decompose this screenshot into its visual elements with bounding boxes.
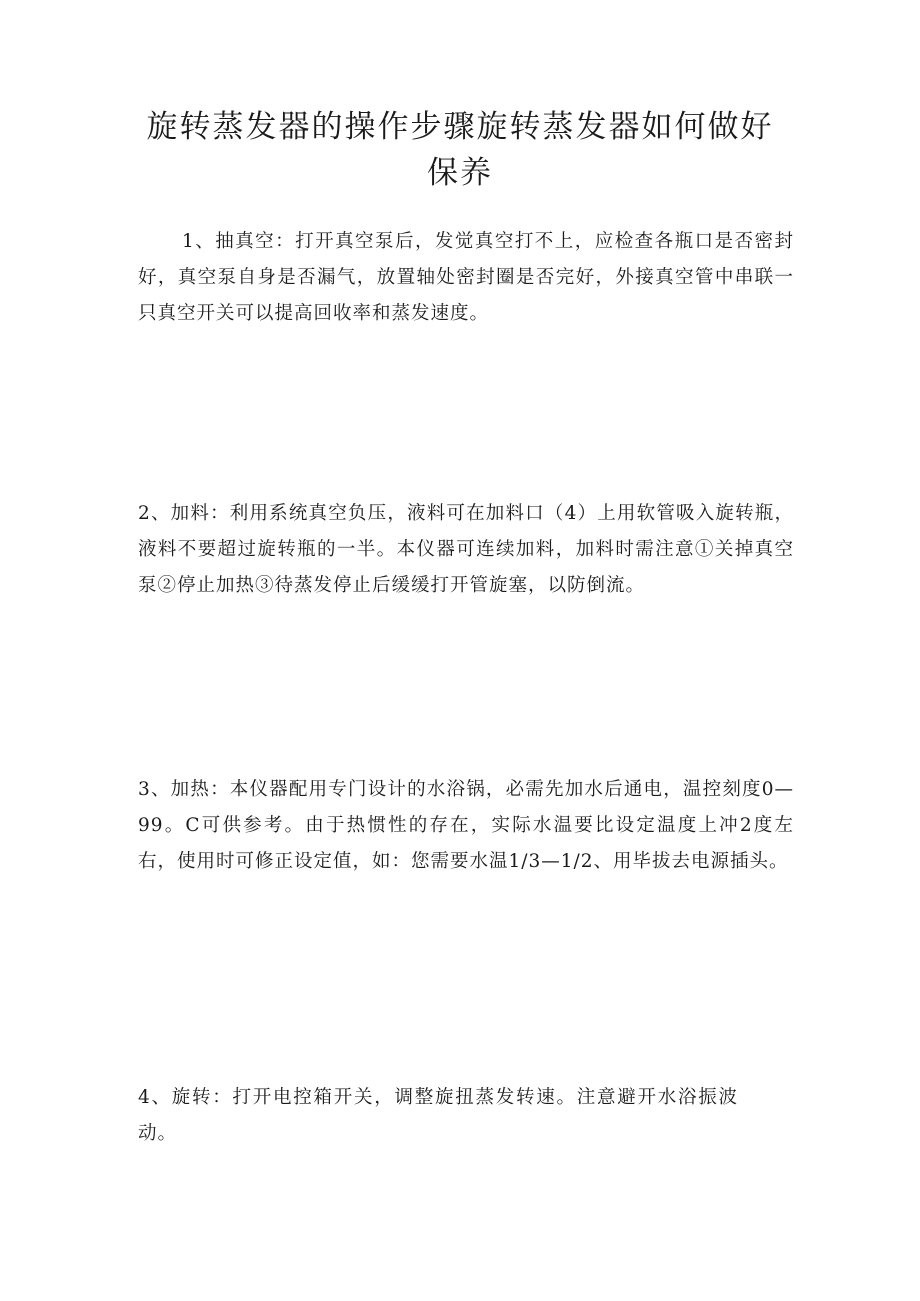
document-title: 旋转蒸发器的操作步骤旋转蒸发器如何做好保养 xyxy=(146,109,774,191)
paragraph-rotation: 4、旋转：打开电控箱开关，调整旋扭蒸发转速。注意避开水浴振波动。 xyxy=(138,1087,738,1144)
paragraph-heating: 3、加热：本仪器配用专门设计的水浴锅，必需先加水后通电，温控刻度0—99。C可供参考。由于热惯性的存在，实际水温要比设定温度上冲2度左右，使用时可修正设定值，如：您需要水温1/3—1/2、用毕拔去电源插头。 xyxy=(138,779,794,872)
paragraph-vacuum: 1、抽真空：打开真空泵后，发觉真空打不上，应检查各瓶口是否密封好，真空泵自身是否漏气，放置轴处密封圈是否完好，外接真空管中串联一只真空开关可以提高回收率和蒸发速度。 xyxy=(138,231,794,324)
paragraph-feeding: 2、加料：利用系统真空负压，液料可在加料口（4）上用软管吸入旋转瓶，液料不要超过旋转瓶的一半。本仪器可连续加料，加料时需注意①关掉真空泵②停止加热③待蒸发停止后缓缓打开管旋塞，以防倒流。 xyxy=(138,503,794,596)
